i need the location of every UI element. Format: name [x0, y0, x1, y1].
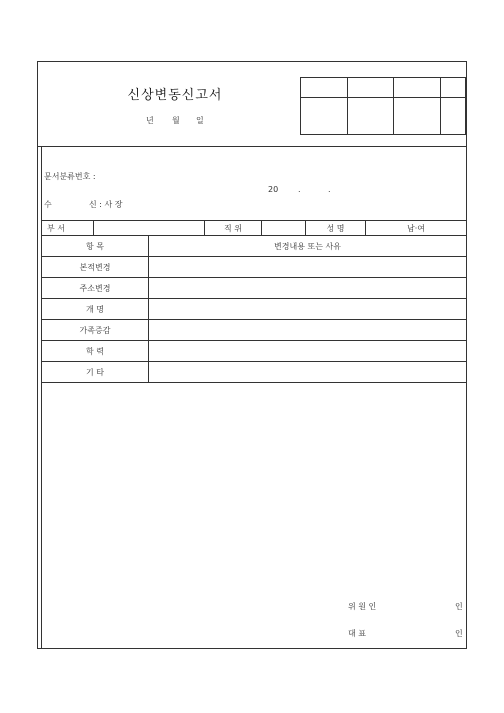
row-label: 기 타 [42, 362, 149, 383]
row-value-field[interactable] [149, 278, 467, 299]
item-column-header: 항 목 [42, 236, 149, 257]
position-field[interactable] [262, 221, 306, 236]
approval-cell[interactable] [394, 78, 441, 98]
table-row [42, 299, 467, 320]
row-label: 가족증감 [42, 320, 149, 341]
table-row [42, 341, 467, 362]
row-label: 주소변경 [42, 278, 149, 299]
approval-cell[interactable] [347, 78, 394, 98]
row-value-field[interactable] [149, 320, 467, 341]
recipient-label: 수 [44, 200, 52, 209]
delegate-label: 위 원 인 [348, 602, 377, 611]
doc-number-label: 문서분류번호 : [44, 172, 96, 181]
table-row [42, 362, 467, 383]
row-label: 본적변경 [42, 257, 149, 278]
approval-cell[interactable] [394, 98, 441, 135]
date-dot: . [328, 185, 331, 194]
gender-label: 남·여 [366, 221, 467, 236]
table-row [42, 278, 467, 299]
column-header-row [42, 236, 467, 257]
row-value-field[interactable] [149, 341, 467, 362]
form-title: 신상변동신고서 [127, 88, 223, 103]
employee-info-row [42, 221, 467, 236]
row-label: 학 력 [42, 341, 149, 362]
change-table [41, 220, 467, 383]
representative-label: 대 표 [348, 629, 366, 638]
representative-seal: 인 [455, 629, 463, 638]
recipient-value: 신 : 사 장 [89, 200, 123, 209]
table-row [42, 320, 467, 341]
name-label: 성 명 [306, 221, 366, 236]
row-label: 개 명 [42, 299, 149, 320]
dept-field[interactable] [94, 221, 205, 236]
row-value-field[interactable] [149, 299, 467, 320]
date-month-label: 월 [172, 116, 180, 125]
row-value-field[interactable] [149, 362, 467, 383]
reason-column-header: 변경내용 또는 사유 [149, 236, 467, 257]
approval-cell[interactable] [301, 98, 348, 135]
position-label: 직 위 [205, 221, 262, 236]
table-row [42, 257, 467, 278]
dept-label: 부 서 [42, 221, 94, 236]
approval-cell[interactable] [441, 78, 466, 98]
delegate-seal: 인 [455, 602, 463, 611]
row-value-field[interactable] [149, 257, 467, 278]
date-dot: . [298, 185, 301, 194]
date-prefix: 20 [268, 185, 279, 194]
approval-cell[interactable] [441, 98, 466, 135]
approval-cell[interactable] [301, 78, 348, 98]
date-year-label: 년 [146, 116, 154, 125]
approval-cell[interactable] [347, 98, 394, 135]
header-separator [37, 146, 467, 147]
approval-grid [300, 77, 466, 135]
date-day-label: 일 [196, 116, 204, 125]
